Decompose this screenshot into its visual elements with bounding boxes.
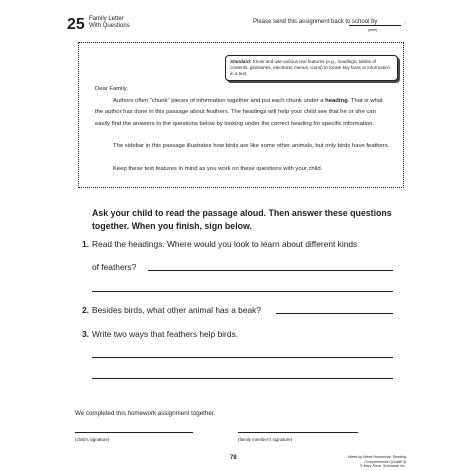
- child-signature-line[interactable]: [75, 432, 193, 433]
- heading-term: heading: [325, 98, 348, 104]
- question-1-number: 1.: [82, 239, 89, 249]
- letter-greeting: Dear Family,: [95, 86, 128, 92]
- child-signature-label: (child's signature): [75, 437, 110, 442]
- lesson-number: 25: [67, 16, 85, 33]
- answer-3-line-2[interactable]: [92, 378, 393, 379]
- lesson-title-line2: With Questions: [89, 23, 130, 29]
- date-input-line[interactable]: [349, 25, 401, 26]
- question-1-line2: of feathers?: [92, 262, 137, 272]
- question-3-number: 3.: [82, 329, 89, 339]
- letter-paragraph-3: Keep these text features in mind as you work on these questions with your child.: [113, 166, 323, 172]
- completed-statement: We completed this homework assignment together.: [75, 410, 216, 417]
- family-signature-label: (family member's signature): [238, 437, 293, 442]
- letter-paragraph-1: Authors often "chunk" pieces of information together and put each chunk under a heading. That is what the author has done in this passage about feathers. The headings will help your child see that he or she can easily find the answers to the questions below by looking under the correct heading for specific information.: [95, 98, 383, 127]
- question-3-text: Write two ways that feathers help birds.: [92, 329, 239, 339]
- standard-label: Standard:: [230, 59, 252, 64]
- credit-line: Week-by-Week Homework: Reading Comprehension (Grade 3) © Mary Rose, Scholastic Inc.: [348, 455, 406, 468]
- standard-text: Know and use various text features (e.g., headings, tables of contents, glossaries, electronic menus, icons) to locate key facts or information in a text.: [230, 59, 391, 76]
- send-back-period: .: [404, 19, 406, 25]
- letter-paragraph-2: The sidebar in this passage illustrates how birds are like some other animals, but only birds have feathers.: [113, 143, 390, 149]
- answer-1-line-2[interactable]: [92, 291, 393, 292]
- standard-box: [225, 55, 398, 81]
- page-number: 78: [230, 455, 237, 461]
- answer-3-line-1[interactable]: [92, 357, 393, 358]
- family-signature-line[interactable]: [238, 432, 358, 433]
- date-label: (date): [368, 28, 378, 32]
- answer-2-line[interactable]: [276, 313, 393, 314]
- question-2: [82, 305, 261, 315]
- question-1: [82, 239, 357, 249]
- question-3: [82, 329, 238, 339]
- lesson-title: [89, 16, 130, 30]
- question-1-text: Read the headings. Where would you look to learn about different kinds: [92, 239, 358, 249]
- instructions: Ask your child to read the passage aloud. Then answer these questions together. When you finish, sign below.: [92, 208, 392, 231]
- question-2-text: Besides birds, what other animal has a beak?: [92, 305, 261, 315]
- question-2-number: 2.: [82, 305, 89, 315]
- answer-1-line-1[interactable]: [148, 270, 393, 271]
- lesson-title-line1: Family Letter: [89, 16, 124, 22]
- send-back-text: Please send this assignment back to school by: [253, 19, 378, 25]
